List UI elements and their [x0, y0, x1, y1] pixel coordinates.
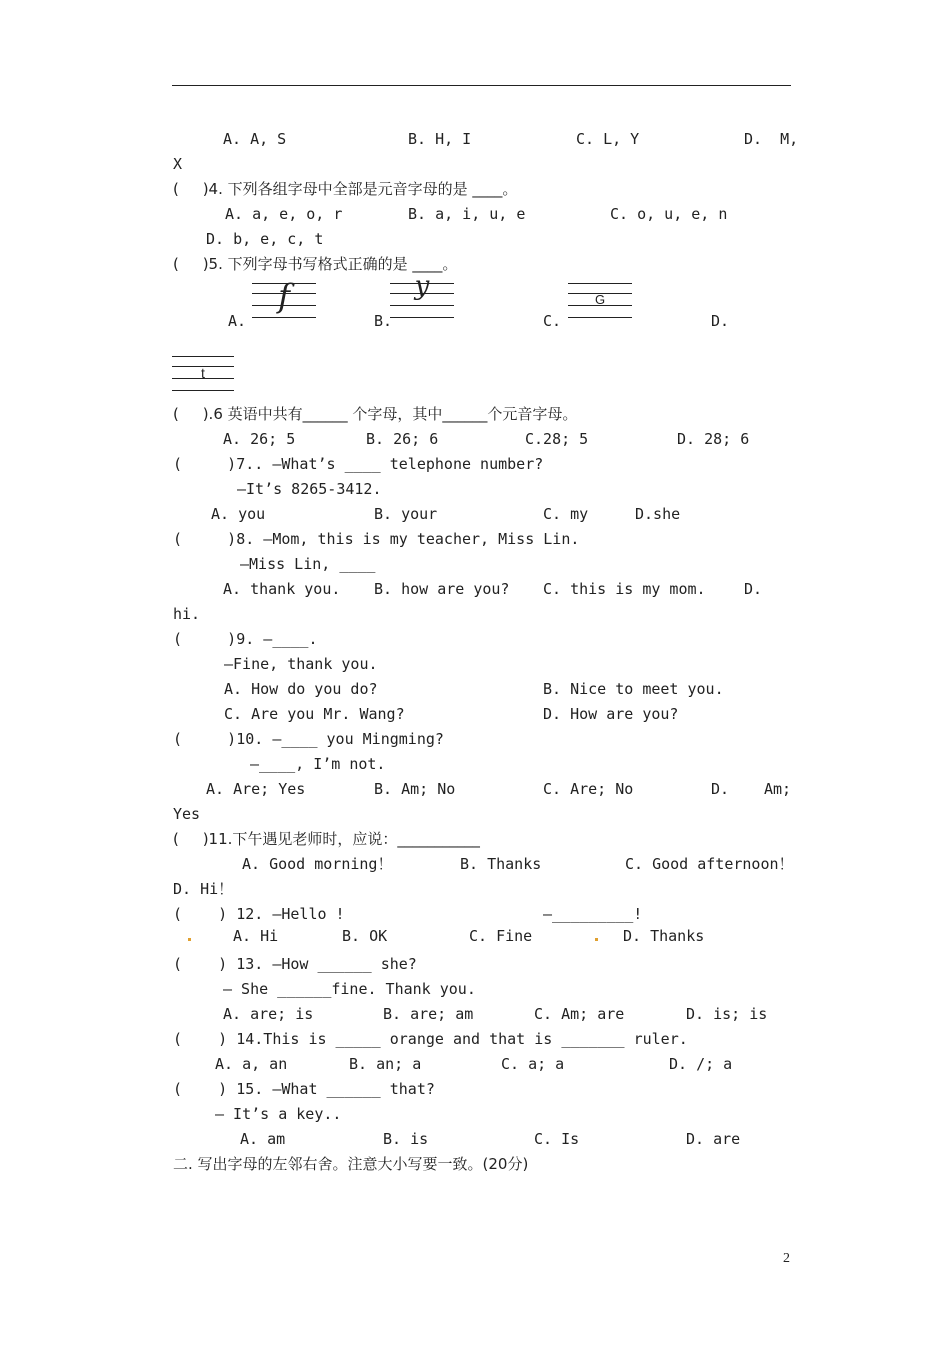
q6-option-d: D. 28; 6 [677, 430, 750, 448]
q6-stem: ( ).6 英语中共有______ 个字母，其中______个元音字母。 [173, 405, 578, 423]
q3-option-d: D. M, [744, 130, 799, 148]
q5-staff-c: G [568, 281, 632, 319]
q14-option-c: C. a; a [501, 1055, 565, 1073]
q3-option-d-wrap: X [173, 155, 183, 173]
q10-option-a: A. Are; Yes [206, 780, 306, 798]
q8-option-c: C. this is my mom. [543, 580, 706, 598]
q10-stem: ( )10. —____ you Mingming? [173, 730, 444, 748]
q9-reply: —Fine, thank you. [224, 655, 378, 673]
q11-option-a: A. Good morning！ [242, 855, 393, 873]
q15-option-a: A. am [240, 1130, 286, 1148]
page-number: 2 [783, 1251, 790, 1266]
q3-option-b: B. H, I [408, 130, 472, 148]
q14-option-a: A. a, an [215, 1055, 288, 1073]
q10-reply: —____, I’m not. [250, 755, 386, 773]
q15-option-b: B. is [383, 1130, 429, 1148]
q7-option-a: A. you [211, 505, 266, 523]
q6-option-a: A. 26; 5 [223, 430, 296, 448]
q13-stem: ( ) 13. —How ______ she? [173, 955, 417, 973]
q9-stem: ( )9. —____. [173, 630, 318, 648]
q4-option-d: D. b, e, c, t [206, 230, 324, 248]
q4-option-c: C. o, u, e, n [610, 205, 728, 223]
q14-stem: ( ) 14.This is _____ orange and that is _______ ruler. [173, 1030, 688, 1048]
q8-option-b: B. how are you? [374, 580, 510, 598]
q5-option-a: A. [228, 312, 247, 330]
q5-option-b: B. [374, 312, 393, 330]
q13-option-c: C. Am; are [534, 1005, 625, 1023]
q7-option-c: C. my [543, 505, 589, 523]
q11-option-c: C. Good afternoon！ [625, 855, 794, 873]
q14-option-d: D. /; a [669, 1055, 733, 1073]
q7-stem: ( )7.. —What’s ____ telephone number? [173, 455, 544, 473]
q10-option-d: D. [711, 780, 730, 798]
q11-option-d: D. Hi！ [173, 880, 234, 898]
q14-option-b: B. an; a [349, 1055, 422, 1073]
q10-option-d-wrap: Yes [173, 805, 201, 823]
q10-option-b: B. Am; No [374, 780, 456, 798]
q12-stem: ( ) 12. —Hello ! [173, 905, 345, 923]
q7-option-b: B. your [374, 505, 438, 523]
q3-option-c: C. L, Y [576, 130, 640, 148]
q4-option-b: B. a, i, u, e [408, 205, 526, 223]
q15-option-c: C. Is [534, 1130, 580, 1148]
q7-reply: —It’s 8265-3412. [237, 480, 382, 498]
q9-option-a: A. How do you do? [224, 680, 378, 698]
q4-stem: ( )4. 下列各组字母中全部是元音字母的是 ____。 [173, 180, 518, 198]
q5-option-d: D. [711, 312, 730, 330]
q15-reply: — It’s a key.. [215, 1105, 342, 1123]
q5-staff-b: y [390, 281, 454, 319]
q13-option-a: A. are; is [223, 1005, 314, 1023]
section-2-heading: 二. 写出字母的左邻右舍。注意大小写要一致。(20分) [173, 1155, 529, 1173]
q8-reply: —Miss Lin, ____ [240, 555, 376, 573]
q6-option-c: C.28; 5 [525, 430, 589, 448]
q5-stem: ( )5. 下列字母书写格式正确的是 ____。 [173, 255, 458, 273]
q12-reply: —_________! [543, 905, 643, 923]
q3-option-a: A. A, S [223, 130, 287, 148]
q12-option-a: A. Hi [233, 927, 279, 945]
q5-option-c: C. [543, 312, 562, 330]
q6-option-b: B. 26; 6 [366, 430, 439, 448]
q9-option-c: C. Are you Mr. Wang? [224, 705, 405, 723]
q13-option-d: D. is; is [686, 1005, 768, 1023]
q12-option-b: B. OK [342, 927, 388, 945]
q12-option-c: C. Fine [469, 927, 533, 945]
q5-staff-d: t [172, 354, 234, 392]
q9-option-b: B. Nice to meet you. [543, 680, 724, 698]
q13-option-b: B. are; am [383, 1005, 474, 1023]
q11-option-b: B. Thanks [460, 855, 542, 873]
q11-stem: ( )11.下午遇见老师时，应说：___________ [173, 830, 480, 848]
marker-dot [595, 938, 598, 941]
q15-stem: ( ) 15. —What ______ that? [173, 1080, 435, 1098]
q8-stem: ( )8. —Mom, this is my teacher, Miss Lin. [173, 530, 580, 548]
q10-option-c: C. Are; No [543, 780, 634, 798]
q13-reply: — She ______fine. Thank you. [223, 980, 476, 998]
marker-dot [188, 938, 191, 941]
q10-option-d-value: Am; [764, 780, 792, 798]
q9-option-d: D. How are you? [543, 705, 679, 723]
q7-option-d: D.she [635, 505, 681, 523]
q5-staff-a: f [252, 281, 316, 319]
q8-option-d: D. [744, 580, 763, 598]
q8-option-a: A. thank you. [223, 580, 341, 598]
q12-option-d: D. Thanks [623, 927, 705, 945]
q8-option-d-wrap: hi. [173, 605, 201, 623]
header-rule [172, 85, 791, 86]
q4-option-a: A. a, e, o, r [225, 205, 343, 223]
q15-option-d: D. are [686, 1130, 741, 1148]
